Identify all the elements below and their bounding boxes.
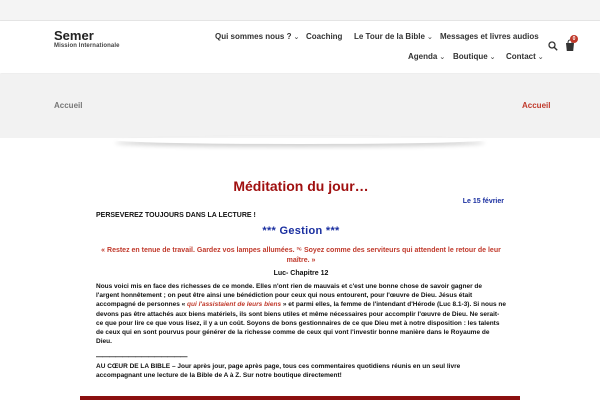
verse-line: maître. » [286,257,316,264]
article-heading: *** Gestion *** [262,225,340,237]
bible-verse [96,246,506,266]
cart-count-badge: 0 [570,35,578,43]
nav-label: Qui sommes nous ? [215,32,292,41]
site-logo-title[interactable]: Semer [54,28,94,43]
chevron-down-icon: ⌄ [489,54,496,61]
verse-reference: Luc- Chapitre 12 [273,270,329,277]
chevron-down-icon: ⌄ [293,34,300,41]
verse-line: « Restez en tenue de travail. Gardez vos lampes allumées. ³⁶ Soyez comme des serviteurs qui attendent le retour de leur [101,247,501,254]
chevron-down-icon: ⌄ [426,34,433,41]
article-intro: PERSEVEREZ TOUJOURS DANS LA LECTURE ! [96,212,256,219]
search-icon[interactable] [548,41,558,51]
nav-item-messages-audios[interactable] [440,32,539,41]
breadcrumb-home-link[interactable]: Accueil [522,101,551,110]
section-shadow-divider [115,136,485,144]
nav-item-contact[interactable] [506,52,544,61]
nav-item-coaching[interactable] [306,32,342,41]
text-separator: —————————————— [96,354,187,361]
site-logo-subtitle: Mission Internationale [54,43,120,49]
nav-label: Le Tour de la Bible [354,32,425,41]
body-text: Nous voici mis en face des richesses de ce monde. Elles n'ont rien de mauvais et c'est une bonne chose de savoir gagner de l'argent honnêtement ; on peut être ainsi une bénédiction pour ceux qui nous entourent, pour l'œuvre de Dieu. Jésus était accompagné de personnes « [96,283,483,309]
bottom-red-bar [80,396,520,400]
article-title: Méditation du jour… [233,178,369,194]
article-footer-promo: AU CŒUR DE LA BIBLE – Jour après jour, page après page, tous ces commentaires quotidiens réunis en un seul livre accompagnant une lecture de la Bible de A à Z. Sur notre boutique directement! [96,363,461,380]
article-date: Le 15 février [462,198,504,205]
nav-item-qui-sommes-nous[interactable] [215,32,299,41]
nav-item-agenda[interactable] [408,52,445,61]
page-title: Accueil [54,101,83,110]
chevron-down-icon: ⌄ [537,54,544,61]
nav-item-tour-de-la-bible[interactable] [354,32,433,41]
body-emphasis: qui l'assistaient de leurs biens [187,301,282,309]
nav-label: Boutique [453,52,488,61]
article-body [96,282,506,346]
nav-label: Coaching [306,32,343,41]
nav-label: Agenda [408,52,438,61]
site-header [0,21,600,73]
nav-item-boutique[interactable] [453,52,496,61]
breadcrumb-bar [0,74,600,138]
chevron-down-icon: ⌄ [439,54,446,61]
top-strip [0,0,600,21]
body-text: » et parmi elles, la femme de l'intendant d'Hérode (Luc 8.1-3). Si nous ne devons pas être attachés aux biens matériels, ils sont biens utiles et même nécessaires pour accomplir l'œuvre de Dieu. Ne serait-ce que pour lire ce que vous lisez, il y a un coût. Soyons de bons gestionnaires de ce que Dieu met à notre disposition : les talents de ceux qui en sont pourvus pour générer de la richesse comme de ceux qui vont l'investir bonne manière dans le Royaume de Dieu. [96,301,506,346]
nav-label: Messages et livres audios [440,32,539,41]
nav-label: Contact [506,52,536,61]
